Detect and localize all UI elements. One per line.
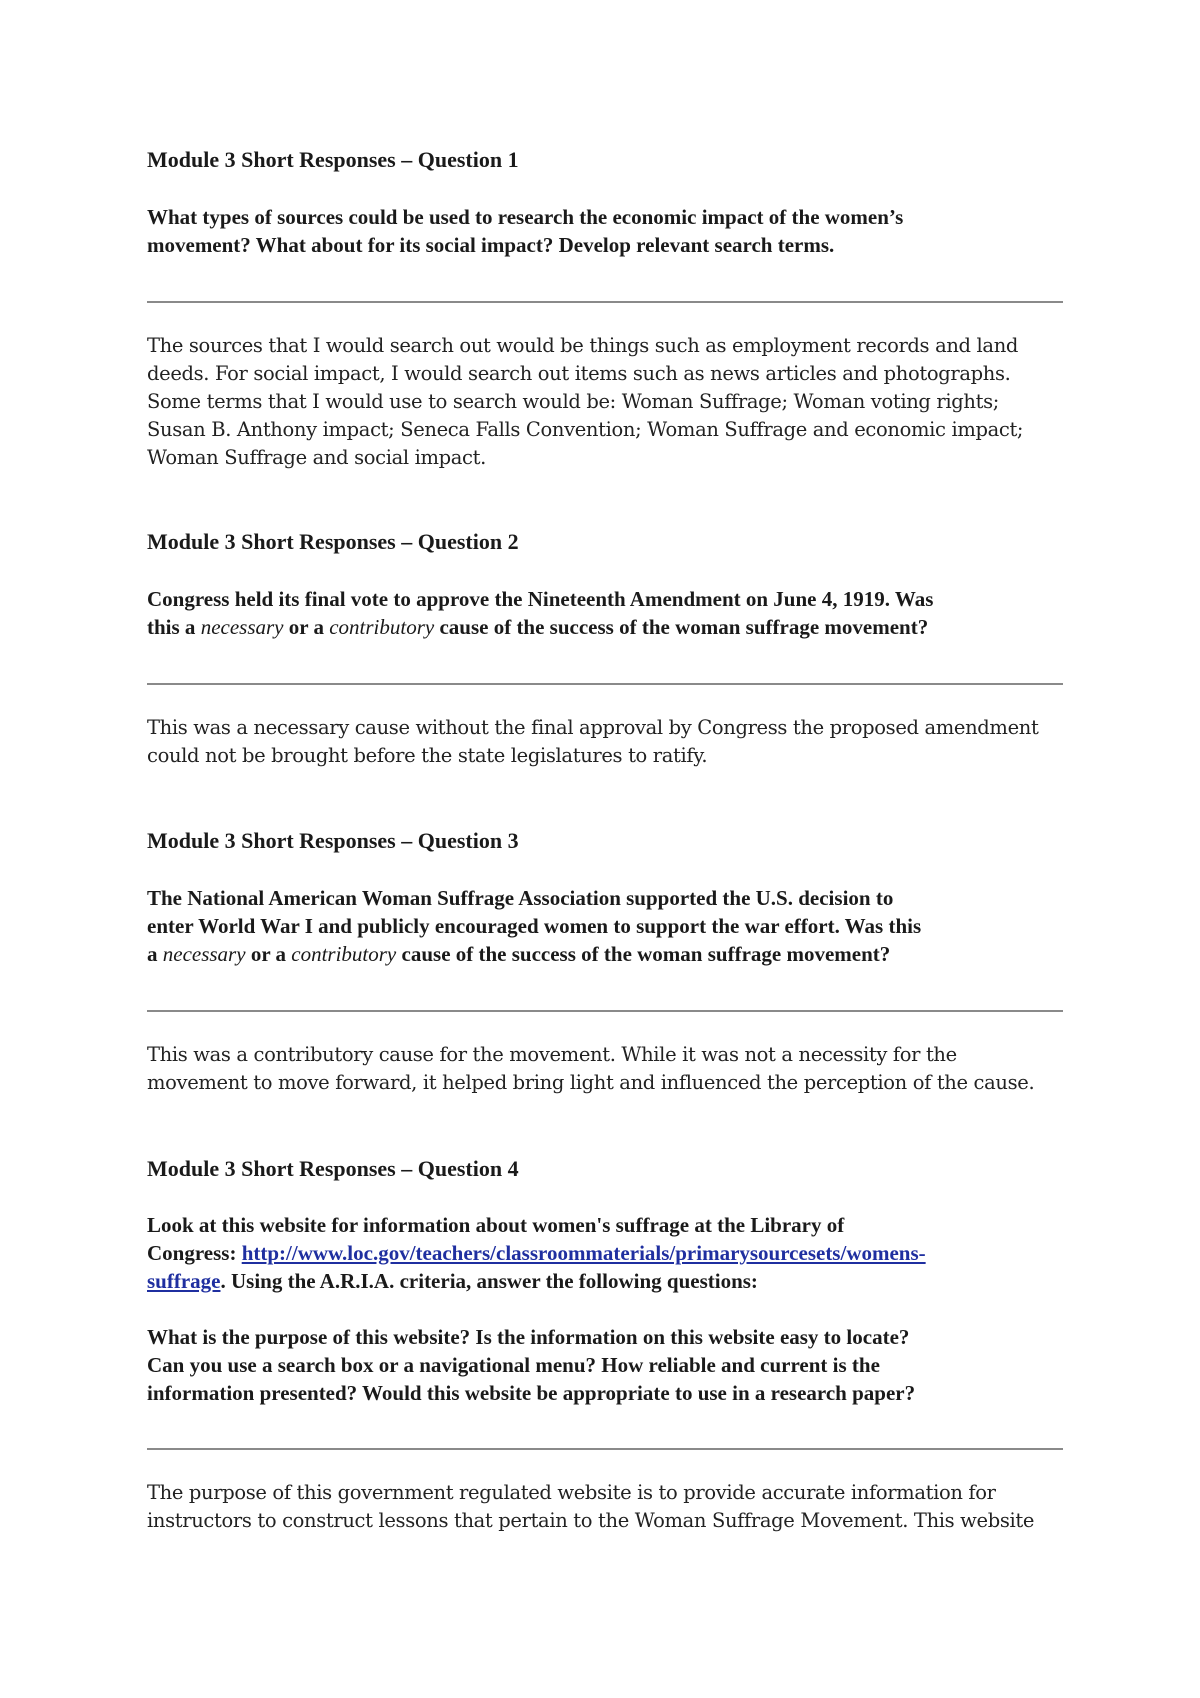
question-4-answer	[147, 1479, 1063, 1535]
question-3-prompt-line	[147, 940, 1063, 968]
horizontal-rule	[147, 683, 1063, 685]
italic-term: contributory	[329, 615, 435, 639]
answer-line: This was a necessary cause without the final approval by Congress the proposed amendment	[147, 716, 1039, 739]
prompt-text: cause of the success of the woman suffrage movement?	[396, 942, 891, 966]
question-3-answer	[147, 1041, 1063, 1097]
italic-term: necessary	[162, 942, 246, 966]
answer-line: The sources that I would search out would be things such as employment records and land	[147, 334, 1019, 357]
question-3-prompt-line: The National American Woman Suffrage Association supported the U.S. decision to	[147, 886, 894, 910]
answer-line: Some terms that I would use to search would be: Woman Suffrage; Woman voting rights;	[147, 390, 999, 413]
question-2-answer	[147, 714, 1063, 770]
loc-website-link-continued[interactable]: suffrage	[147, 1269, 221, 1293]
answer-line: This was a contributory cause for the movement. While it was not a necessity for the	[147, 1043, 957, 1066]
question-3-title: Module 3 Short Responses – Question 3	[147, 828, 519, 853]
horizontal-rule	[147, 301, 1063, 303]
question-4-title: Module 3 Short Responses – Question 4	[147, 1156, 519, 1181]
italic-term: necessary	[200, 615, 284, 639]
question-4-prompt-line: Look at this website for information about women's suffrage at the Library of	[147, 1213, 845, 1237]
question-2-prompt	[147, 585, 1063, 641]
answer-line: The purpose of this government regulated website is to provide accurate information for	[147, 1481, 996, 1504]
question-4-prompt	[147, 1211, 1063, 1295]
prompt-text: or a	[283, 615, 330, 639]
question-2-prompt-line: Congress held its final vote to approve the Nineteenth Amendment on June 4, 1919. Was	[147, 587, 934, 611]
italic-term: contributory	[291, 942, 397, 966]
answer-line: deeds. For social impact, I would search out items such as news articles and photographs.	[147, 362, 1011, 385]
question-1-answer	[147, 332, 1063, 472]
answer-line: could not be brought before the state legislatures to ratify.	[147, 744, 708, 767]
prompt-text: Congress:	[147, 1241, 242, 1265]
question-4-subprompt-line: What is the purpose of this website? Is the information on this website easy to locate?	[147, 1325, 910, 1349]
prompt-text: . Using the A.R.I.A. criteria, answer the following questions:	[220, 1269, 758, 1293]
question-2-title: Module 3 Short Responses – Question 2	[147, 529, 519, 554]
answer-line: Woman Suffrage and social impact.	[147, 446, 486, 469]
answer-line: instructors to construct lessons that pertain to the Woman Suffrage Movement. This website	[147, 1509, 1035, 1532]
prompt-text: a	[147, 942, 163, 966]
question-4-prompt-line	[147, 1239, 1063, 1267]
question-4-subprompt-line: Can you use a search box or a navigational menu? How reliable and current is the	[147, 1353, 880, 1377]
question-4-prompt-line	[147, 1267, 1063, 1295]
loc-website-link[interactable]: http://www.loc.gov/teachers/classroommaterials/primarysourcesets/womens-	[241, 1241, 926, 1265]
answer-line: movement to move forward, it helped bring light and influenced the perception of the cause.	[147, 1071, 1035, 1094]
horizontal-rule	[147, 1448, 1063, 1450]
question-1-prompt-line: movement? What about for its social impact? Develop relevant search terms.	[147, 233, 835, 257]
prompt-text: cause of the success of the woman suffrage movement?	[434, 615, 929, 639]
question-3-prompt-line: enter World War I and publicly encouraged women to support the war effort. Was this	[147, 914, 922, 938]
question-1-prompt	[147, 203, 1063, 259]
question-1-prompt-line: What types of sources could be used to research the economic impact of the women’s	[147, 205, 904, 229]
horizontal-rule	[147, 1010, 1063, 1012]
question-4-subprompt-line: information presented? Would this website be appropriate to use in a research paper?	[147, 1381, 916, 1405]
question-3-prompt	[147, 884, 1063, 968]
question-2-prompt-line	[147, 613, 1063, 641]
prompt-text: this a	[147, 615, 201, 639]
question-1-title: Module 3 Short Responses – Question 1	[147, 147, 519, 172]
prompt-text: or a	[245, 942, 292, 966]
question-4-subprompt	[147, 1323, 1063, 1407]
answer-line: Susan B. Anthony impact; Seneca Falls Convention; Woman Suffrage and economic impact;	[147, 418, 1024, 441]
